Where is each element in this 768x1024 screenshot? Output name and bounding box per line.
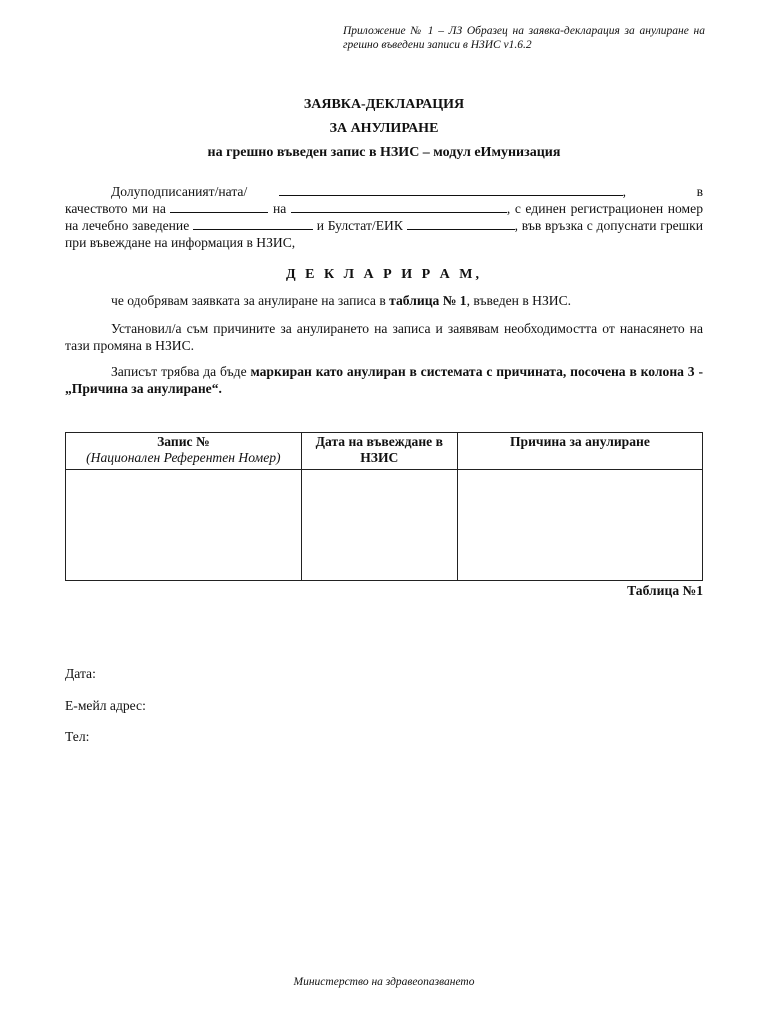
table-header-row: [66, 433, 703, 470]
reg-number-blank[interactable]: [193, 217, 313, 230]
col1-subtitle: (Национален Референтен Номер): [86, 450, 281, 465]
title-line-2: ЗА АНУЛИРАНЕ: [329, 121, 439, 136]
approval-paragraph: [65, 292, 703, 309]
col-cancel-reason: Причина за анулиране: [457, 433, 702, 470]
col-entry-date: Дата на въвеждане в НЗИС: [301, 433, 457, 470]
table-row: [66, 470, 703, 581]
bulstat-blank[interactable]: [407, 217, 515, 230]
title-line-3: на грешно въведен запис в НЗИС – модул еИмунизация: [207, 145, 561, 160]
marking-text: Записът трябва да бъде: [111, 364, 251, 379]
approval-text-end: , въведен в НЗИС.: [466, 293, 572, 308]
date-field: Дата:: [65, 666, 96, 681]
cell-record-number[interactable]: [66, 470, 302, 581]
records-table: [65, 432, 703, 581]
capacity-blank[interactable]: [170, 200, 268, 213]
cell-cancel-reason[interactable]: [457, 470, 702, 581]
institution-blank[interactable]: [291, 200, 507, 213]
col-record-number: [66, 433, 302, 470]
intro-paragraph: [65, 183, 703, 251]
title-line-1: ЗАЯВКА-ДЕКЛАРАЦИЯ: [303, 97, 465, 112]
reasons-paragraph: Установил/а съм причините за анулирането на записа и заявявам необходимостта от нанасянето на тази промяна в НЗИС.: [65, 321, 703, 353]
page-footer: Министерство на здравеопазването: [293, 976, 475, 988]
col1-title: Запис №: [157, 434, 210, 449]
on-word: на: [273, 201, 287, 216]
signer-name-blank[interactable]: [279, 183, 623, 196]
declare-heading: Д Е К Л А Р И Р А М,: [286, 267, 482, 282]
comma: ,: [622, 184, 627, 199]
signer-label: Долуподписаният/ната/: [111, 184, 248, 199]
header-note: Приложение № 1 – ЛЗ Образец на заявка-декларация за анулиране на грешно въведени записи в НЗИС v1.6.2: [343, 25, 705, 51]
errors-text: , във връзка с допуснати грешки при въвеждане на информация в НЗИС,: [65, 218, 703, 250]
table-ref: таблица № 1: [389, 293, 467, 308]
in-word: в: [696, 184, 703, 199]
table-caption: Таблица №1: [627, 583, 703, 598]
phone-field: Тел:: [65, 729, 90, 744]
capacity-label: качеството ми на: [65, 201, 166, 216]
reg-number-label: , с единен регистрационен номер на лечебно заведение: [65, 201, 703, 233]
cell-entry-date[interactable]: [301, 470, 457, 581]
approval-text: че одобрявам заявката за анулиране на записа в: [111, 293, 390, 308]
marking-paragraph: [65, 363, 703, 397]
email-field: Е-мейл адрес:: [65, 698, 146, 713]
bulstat-label: и Булстат/ЕИК: [316, 218, 403, 233]
marking-bold: маркиран като анулиран в системата с причината, посочена в колона 3 - „Причина за анулиране“.: [65, 364, 703, 396]
